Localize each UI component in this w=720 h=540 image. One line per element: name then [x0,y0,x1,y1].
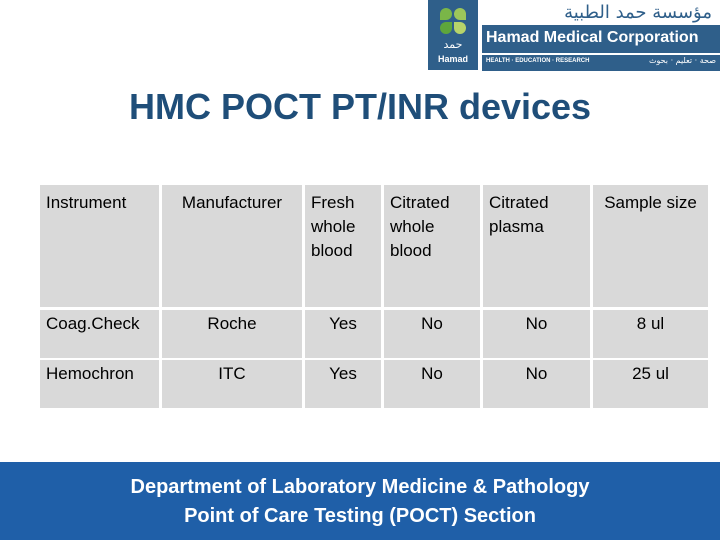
logo-mark-english: Hamad [437,54,468,64]
cell-manufacturer: Roche [162,310,305,358]
logo-leaf-icon [454,22,466,34]
logo-leaf-icon [454,8,466,20]
header-citrated-whole-blood: Citrated whole blood [384,185,483,307]
table-row [40,310,708,360]
cell-citrated-whole-blood: No [384,360,483,408]
header-instrument: Instrument [40,185,162,307]
devices-table [40,185,708,408]
logo-arabic-name: مؤسسة حمد الطبية [564,2,712,23]
table-header-row [40,185,708,310]
slide-title: HMC POCT PT/INR devices [128,86,592,127]
logo-mark [428,0,478,70]
header-fresh-whole-blood: Fresh whole blood [305,185,384,307]
logo-tagline-english: HEALTH · EDUCATION · RESEARCH [486,58,590,64]
cell-fresh-whole-blood: Yes [305,360,384,408]
cell-sample-size: 25 ul [593,360,708,408]
header-sample-size: Sample size [593,185,708,307]
hmc-logo [428,0,720,72]
logo-mark-arabic: حمد [443,38,463,51]
footer-section: Point of Care Testing (POCT) Section [184,505,536,527]
cell-instrument: Hemochron [40,360,162,408]
cell-citrated-plasma: No [483,360,593,408]
logo-tagline [482,54,720,71]
table-row [40,360,708,408]
logo-english-name: Hamad Medical Corporation [486,29,699,46]
footer-banner [0,462,720,540]
logo-leaf-icon [440,8,452,20]
footer-department: Department of Laboratory Medicine & Pathology [130,476,590,498]
cell-sample-size: 8 ul [593,310,708,358]
logo-wordmark [482,0,720,70]
cell-instrument: Coag.Check [40,310,162,358]
cell-citrated-plasma: No [483,310,593,358]
cell-fresh-whole-blood: Yes [305,310,384,358]
cell-citrated-whole-blood: No [384,310,483,358]
logo-leaf-icon [440,22,452,34]
header-manufacturer: Manufacturer [162,185,305,307]
logo-tagline-arabic: صحة · تعليم · بحوث [648,56,716,65]
logo-name-band [482,25,720,53]
header-citrated-plasma: Citrated plasma [483,185,593,307]
cell-manufacturer: ITC [162,360,305,408]
